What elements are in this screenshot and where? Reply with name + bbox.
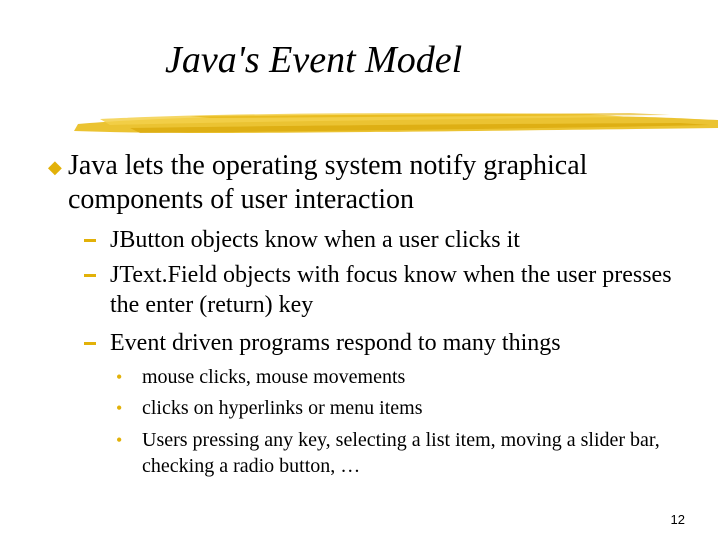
dash-bullet-icon [84,239,96,242]
dash-bullet-icon [84,274,96,277]
page-number: 12 [670,512,685,527]
dot-bullet-icon: • [116,398,123,418]
dot-bullet-icon: • [116,430,123,450]
subbullet-item: JText.Field objects with focus know when the user presses the enter (return) key [84,260,704,320]
slide-title: Java's Event Model [165,39,463,81]
dot-bullet-icon: • [116,367,123,387]
subbullet-item: JButton objects know when a user clicks it [84,225,704,255]
subsubbullet-item: • mouse clicks, mouse movements [116,366,406,388]
subsubbullet-item: • Users pressing any key, selecting a list item, moving a slider bar, checking a radio button, … [116,429,660,477]
subsubbullet-item: • clicks on hyperlinks or menu items [116,397,423,419]
dash-bullet-icon [84,342,96,345]
diamond-bullet-icon: ◆ [48,157,62,177]
subbullet-item: Event driven programs respond to many things [84,328,704,358]
bullet-item: ◆ Java lets the operating system notify graphical components of user interaction [48,150,588,215]
title-underline-brush [70,104,720,138]
